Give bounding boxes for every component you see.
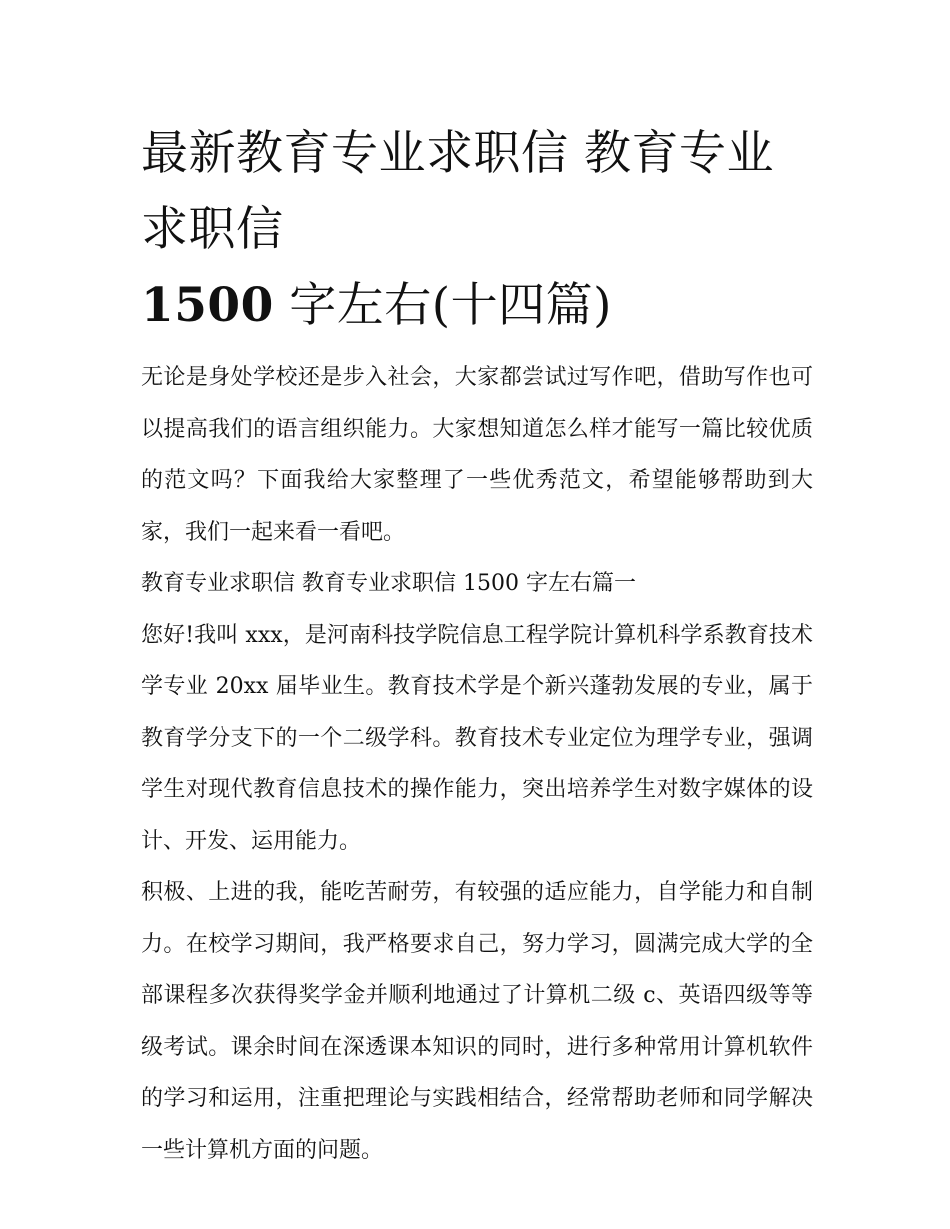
title-text-part1: 最新教育专业求职信 教育专业求职信 <box>141 126 774 257</box>
title-text-part2: 字左右(十四篇) <box>289 278 612 333</box>
intro-paragraph: 无论是身处学校还是步入社会，大家都尝试过写作吧，借助写作也可以提高我们的语言组织能力。大家想知道怎么样才能写一篇比较优质的范文吗？下面我给大家整理了一些优秀范文，希望能够帮助到大家，我们一起来看一看吧。 <box>141 365 813 545</box>
body-paragraph-2: 积极、上进的我，能吃苦耐劳，有较强的适应能力，自学能力和自制力。在校学习期间，我严格要求自己，努力学习，圆满完成大学的全部课程多次获得奖学金并顺利地通过了计算机二级 c、英语四级等等级考试。课余时间在深透课本知识的同时，进行多种常用计算机软件的学习和运用，注重把理论与实践相结合，经常帮助老师和同学解决一些计算机方面的问题。 <box>141 880 813 1163</box>
document-content <box>141 116 813 1176</box>
section-heading: 教育专业求职信 教育专业求职信 1500 字左右篇一 <box>141 571 636 596</box>
title-number: 1500 <box>141 278 274 333</box>
document-title <box>141 116 813 344</box>
body-paragraph-1: 您好!我叫 xxx，是河南科技学院信息工程学院计算机科学系教育技术学专业 20xx 届毕业生。教育技术学是个新兴蓬勃发展的专业，属于教育学分支下的一个二级学科。教育技术专业定位为理学专业，强调学生对现代教育信息技术的操作能力，突出培养学生对数字媒体的设计、开发、运用能力。 <box>141 622 813 854</box>
